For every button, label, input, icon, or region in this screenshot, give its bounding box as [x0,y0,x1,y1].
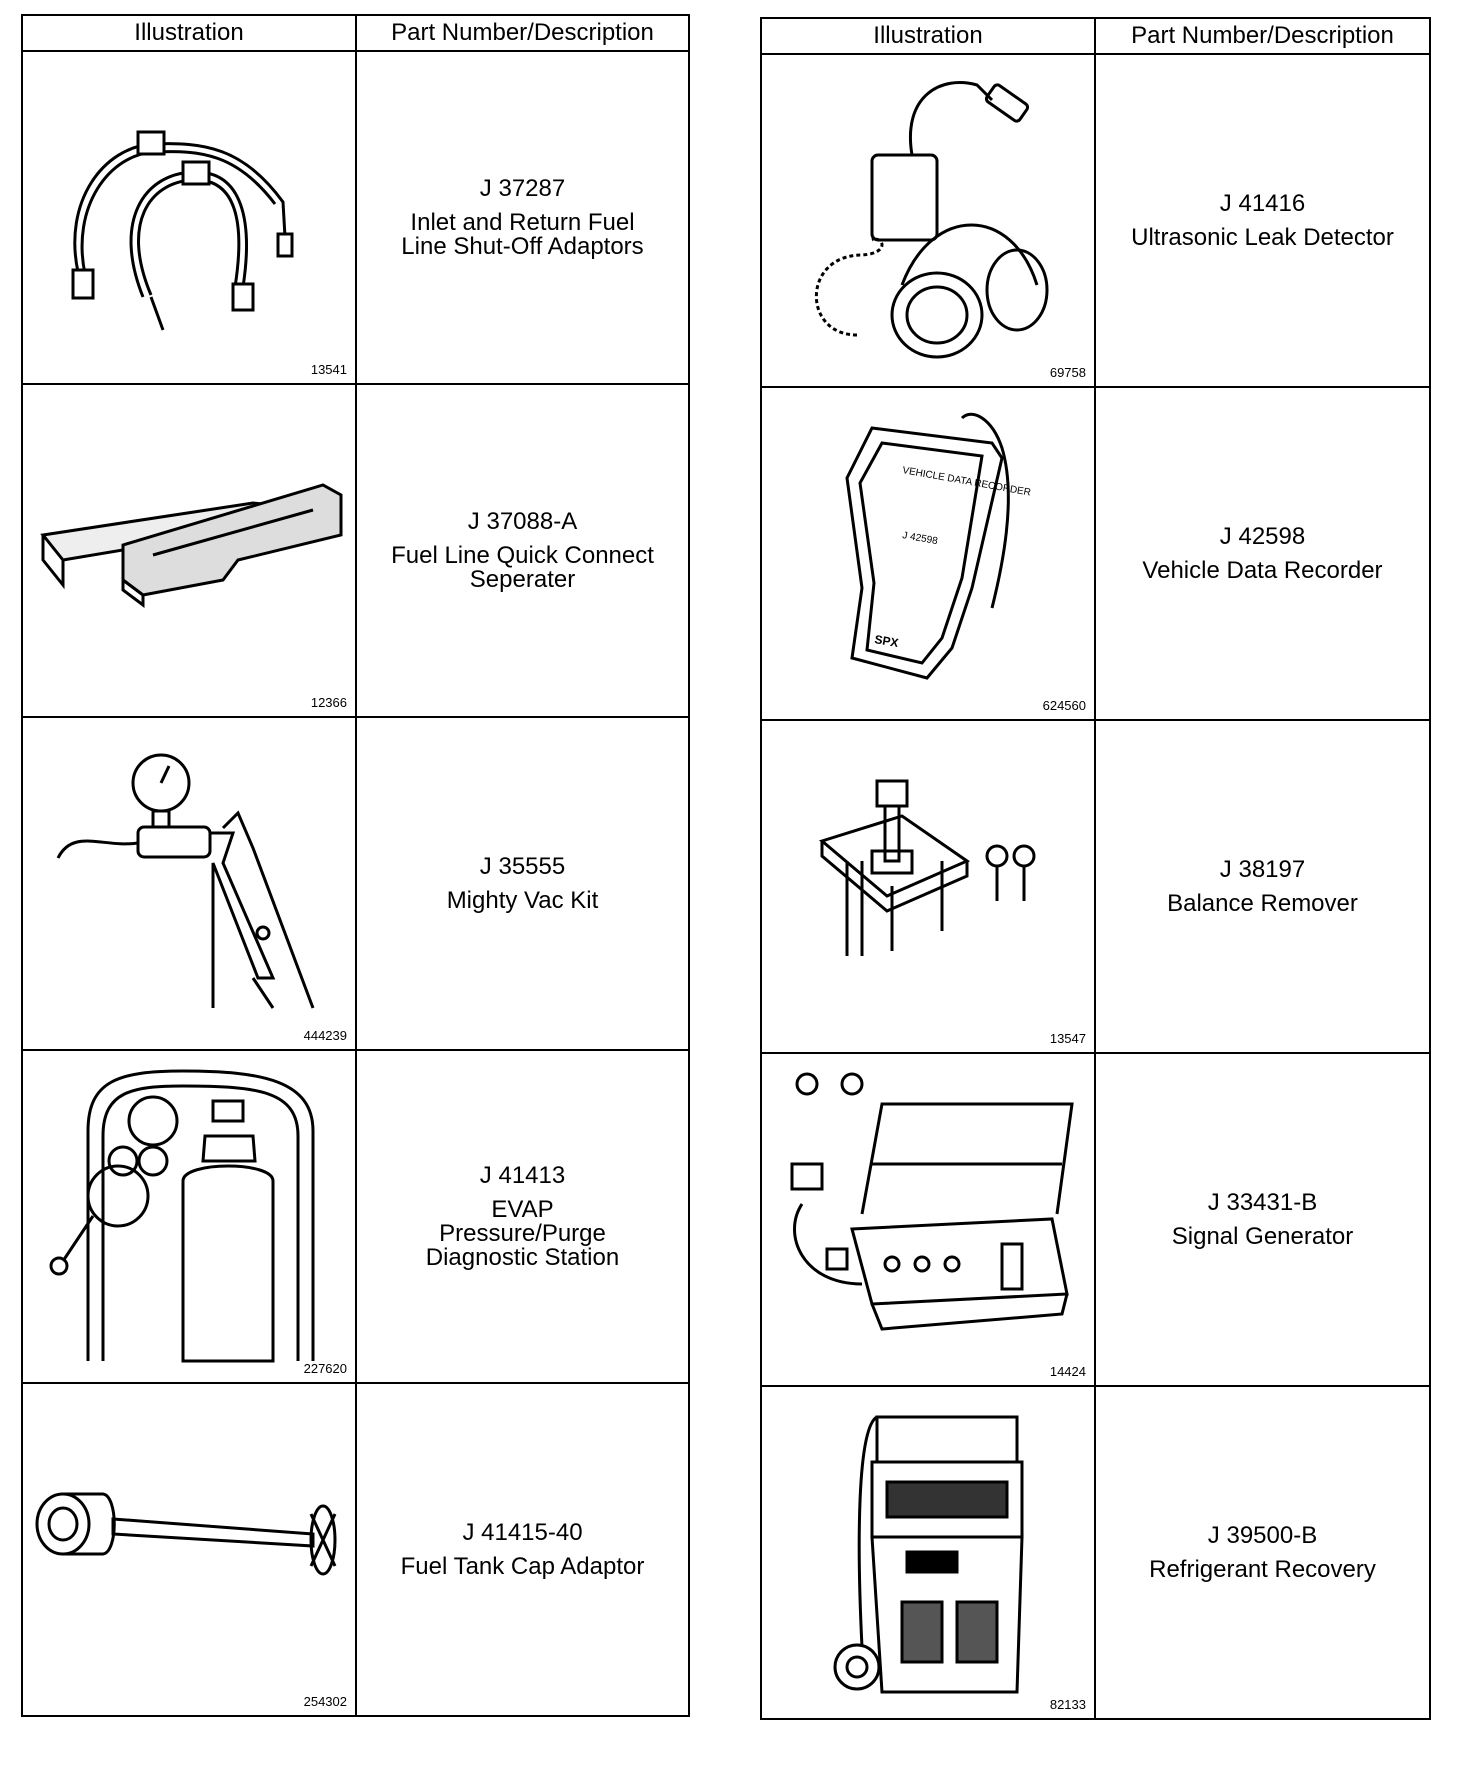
part-description: Fuel Tank Cap Adaptor [400,1552,645,1580]
part-description-cell [356,51,689,384]
part-description-cell [356,384,689,717]
tools-table-left [21,14,690,1717]
figure-number: 12366 [310,695,347,710]
illustration-cell [22,384,356,717]
illustration-cell [761,720,1095,1053]
part-description: Refrigerant Recovery [1149,1555,1376,1583]
part-description: Balance Remover [1167,889,1358,917]
figure-number: 624560 [1042,698,1086,713]
header-illustration: Illustration [22,15,356,51]
fuel-line-adaptor-icon [23,52,355,383]
header-illustration: Illustration [761,18,1095,54]
vehicle-data-recorder-icon [762,388,1094,719]
part-description-cell [1095,1386,1430,1719]
part-description-cell [356,1050,689,1383]
device-label: VEHICLE DATA RECORDER [901,465,1032,499]
header-part-description: Part Number/Description [1095,18,1430,54]
part-number: J 33431-B [1207,1188,1318,1216]
part-description: Vehicle Data Recorder [1142,556,1383,584]
part-description: Ultrasonic Leak Detector [1131,223,1394,251]
part-number: J 41413 [479,1161,566,1189]
figure-number: 69758 [1049,365,1086,380]
figure-number: 444239 [303,1028,347,1043]
illustration-cell [761,1053,1095,1386]
illustration-cell [761,54,1095,387]
part-description: Signal Generator [1171,1222,1354,1250]
table-row [761,1053,1430,1386]
figure-number: 13547 [1049,1031,1086,1046]
balance-remover-icon [762,721,1094,1052]
part-description-cell [1095,387,1430,720]
table-row [22,51,689,384]
part-description-cell [356,1383,689,1716]
illustration-cell [22,717,356,1050]
figure-number: 227620 [303,1361,347,1376]
part-number: J 41415-40 [462,1518,583,1546]
table-row [761,54,1430,387]
figure-number: 82133 [1049,1697,1086,1712]
quick-connect-separator-icon [23,385,355,716]
part-description-cell [1095,1053,1430,1386]
part-description: EVAP Pressure/Purge Diagnostic Station [425,1195,620,1271]
part-description-cell [356,717,689,1050]
figure-number: 13541 [310,362,347,377]
table-row [22,1050,689,1383]
table-row [22,1383,689,1716]
refrigerant-recovery-icon [762,1387,1094,1718]
illustration-cell [22,51,356,384]
part-description: Fuel Line Quick Connect Seperater [391,541,654,593]
table-row [761,1386,1430,1719]
table-row [22,717,689,1050]
part-number: J 41416 [1219,189,1306,217]
table-row [22,384,689,717]
illustration-cell [761,1386,1095,1719]
part-number: J 39500-B [1207,1521,1318,1549]
part-description-cell [1095,54,1430,387]
illustration-cell [761,387,1095,720]
device-model: J 42598 [901,530,939,548]
illustration-cell [22,1050,356,1383]
part-number: J 42598 [1219,522,1306,550]
part-description-cell [1095,720,1430,1053]
part-description: Mighty Vac Kit [446,886,599,914]
nitrogen-tank-cart-icon [23,1051,355,1382]
table-row [761,720,1430,1053]
ultrasonic-leak-detector-icon [762,55,1094,386]
fuel-cap-adaptor-icon [23,1384,355,1715]
part-number: J 35555 [479,852,566,880]
figure-number: 14424 [1049,1364,1086,1379]
device-brand: SPX [873,632,900,651]
illustration-cell [22,1383,356,1716]
part-description: Inlet and Return Fuel Line Shut-Off Adaptors [401,208,644,260]
figure-number: 254302 [303,1694,347,1709]
table-row [761,387,1430,720]
header-part-description: Part Number/Description [356,15,689,51]
tools-table-right [760,17,1431,1720]
part-number: J 37287 [479,174,566,202]
part-number: J 38197 [1219,855,1306,883]
signal-generator-icon [762,1054,1094,1385]
hand-vacuum-pump-icon [23,718,355,1049]
part-number: J 37088-A [467,507,578,535]
